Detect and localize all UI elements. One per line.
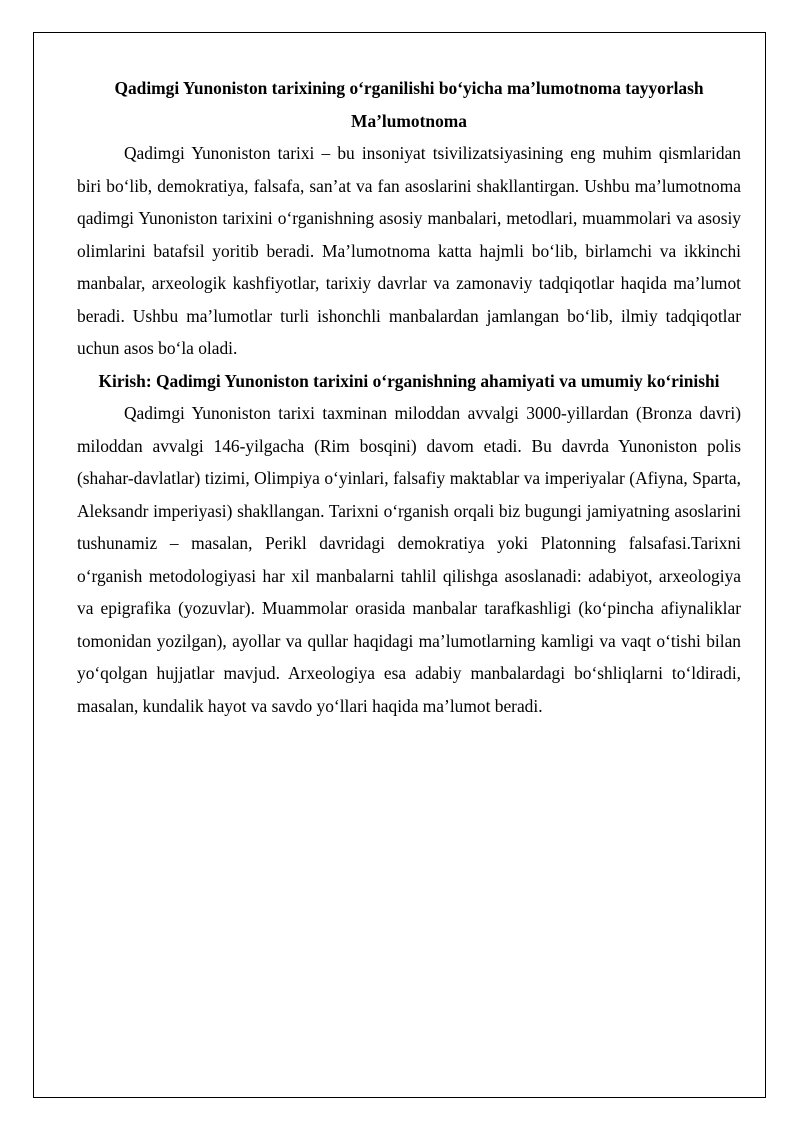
intro-paragraph: Qadimgi Yunoniston tarixi – bu insoniyat tsivilizatsiyasining eng muhim qismlaridan biri bo‘lib, demokratiya, falsafa, san’at va fan asoslarini shakllantirgan. Ushbu ma’lumotnoma qadimgi Yunoniston tarixini o‘rganishning asosiy manbalari, metodlari, muammolari va asosiy olimlarini batafsil yoritib beradi. Ma’lumotnoma katta hajmli bo‘lib, birlamchi va ikkinchi manbalar, arxeologik kashfiyotlar, tarixiy davrlar va zamonaviy tadqiqotlar haqida ma’lumot beradi. Ushbu ma’lumotlar turli ishonchli manbalardan jamlangan bo‘lib, ilmiy tadqiqotlar uchun asos bo‘la oladi. [77, 143, 741, 358]
section-paragraph: Qadimgi Yunoniston tarixi taxminan miloddan avvalgi 3000-yillardan (Bronza davri) miloddan avvalgi 146-yilgacha (Rim bosqini) davom etadi. Bu davrda Yunoniston polis (shahar-davlatlar) tizimi, Olimpiya o‘yinlari, falsafiy maktablar va imperiyalar (Afiyna, Sparta, Aleksandr imperiyasi) shakllangan. Tarixni o‘rganish orqali biz bugungi jamiyatning asoslarini tushunamiz – masalan, Perikl davridagi demokratiya yoki Platonning falsafasi.Tarixni o‘rganish metodologiyasi har xil manbalarni tahlil qilishga asoslanadi: adabiyot, arxeologiya va epigrafika (yozuvlar). Muammolar orasida manbalar tarafkashligi (ko‘pincha afiynaliklar tomonidan yozilgan), ayollar va qullar haqidagi ma’lumotlarning kamligi va vaqt o‘tishi bilan yo‘qolgan hujjatlar mavjud. Arxeologiya esa adabiy manbalardagi bo‘shliqlarni to‘ldiradi, masalan, kundalik hayot va savdo yo‘llari haqida ma’lumot beradi. [77, 403, 741, 716]
document-title: Qadimgi Yunoniston tarixining o‘rganilishi bo‘yicha ma’lumotnoma tayyorlash [114, 78, 704, 98]
section-heading: Kirish: Qadimgi Yunoniston tarixini o‘rganishning ahamiyati va umumiy ko‘rinishi [98, 370, 720, 391]
document-subtitle: Ma’lumotnoma [351, 110, 467, 131]
document-body [77, 72, 741, 722]
